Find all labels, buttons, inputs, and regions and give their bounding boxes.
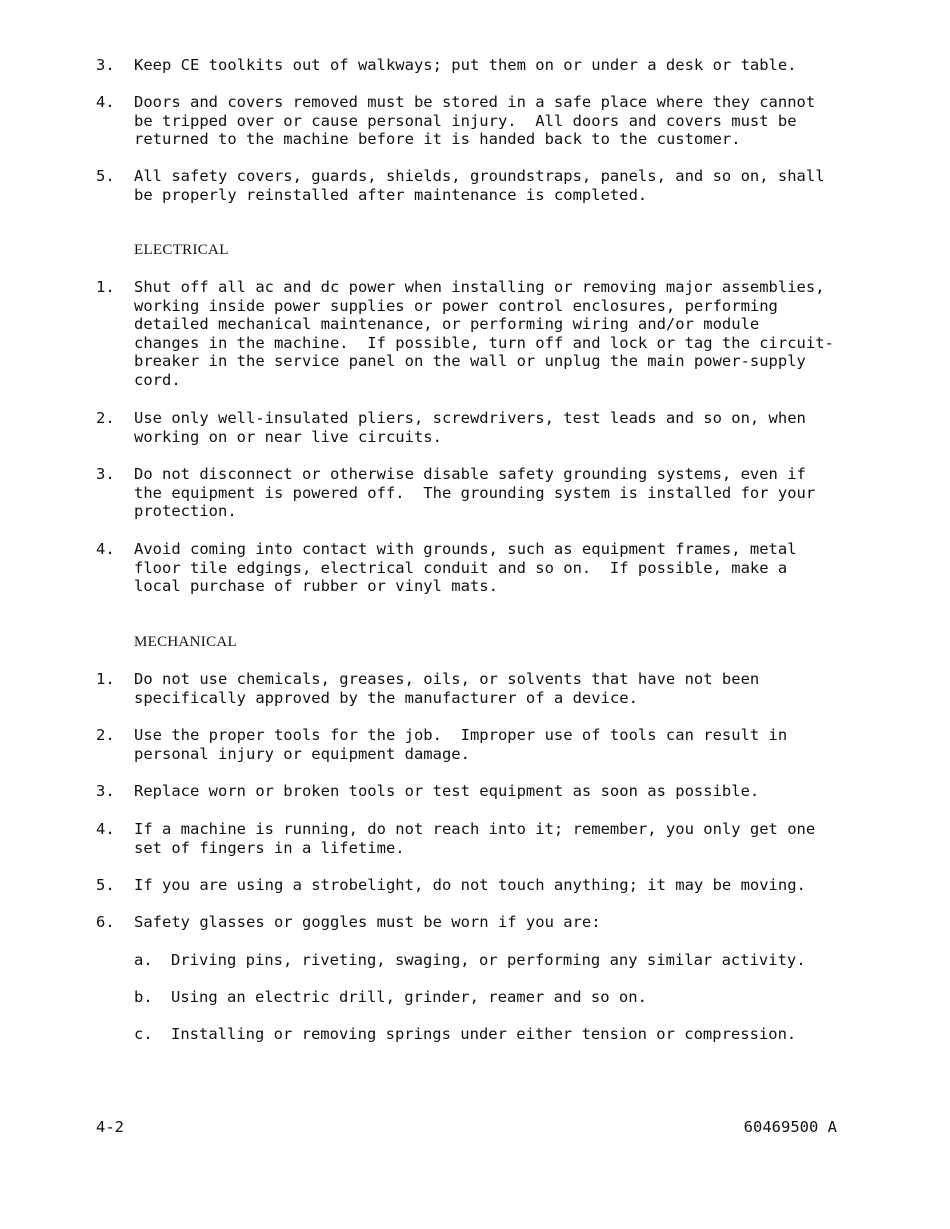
list-item-text: working on or near live circuits. — [134, 427, 442, 446]
list-item-text: Doors and covers removed must be stored in a safe place where they cannot — [134, 93, 816, 111]
sublist-letter: a. — [134, 951, 153, 969]
list-item-text: the equipment is powered off. The grounding system is installed for your — [134, 483, 816, 502]
sublist-letter: b. — [134, 988, 153, 1006]
page-number: 4-2 — [96, 1118, 124, 1136]
list-item-text: Keep CE toolkits out of walkways; put them on or under a desk or table. — [134, 56, 797, 74]
list-item-text: working inside power supplies or power control enclosures, performing — [134, 296, 778, 315]
list-number: 2. — [96, 409, 115, 427]
list-item-text: Use only well-insulated pliers, screwdrivers, test leads and so on, when — [134, 409, 806, 427]
list-item-text: protection. — [134, 502, 237, 521]
list-item-text: Use the proper tools for the job. Improper use of tools can result in — [134, 726, 788, 744]
section-heading-electrical: ELECTRICAL — [134, 242, 229, 258]
list-item-text: Do not use chemicals, greases, oils, or solvents that have not been — [134, 670, 760, 688]
document-number: 60469500 A — [743, 1118, 837, 1136]
list-number: 6. — [96, 913, 115, 931]
list-item-text: specifically approved by the manufacturer of a device. — [134, 688, 638, 707]
list-number: 3. — [96, 782, 115, 800]
list-item-text: All safety covers, guards, shields, groundstraps, panels, and so on, shall — [134, 167, 825, 185]
list-item-text: cord. — [134, 371, 181, 389]
list-number: 1. — [96, 278, 115, 296]
list-number: 3. — [96, 56, 115, 74]
list-item-text: personal injury or equipment damage. — [134, 744, 470, 763]
list-item-text: If you are using a strobelight, do not touch anything; it may be moving. — [134, 876, 806, 894]
list-item-text: Avoid coming into contact with grounds, such as equipment frames, metal — [134, 540, 797, 558]
list-item-text: be tripped over or cause personal injury. All doors and covers must be — [134, 111, 797, 130]
list-number: 3. — [96, 465, 115, 483]
list-item-text: breaker in the service panel on the wall or unplug the main power-supply — [134, 352, 806, 371]
list-item-text: changes in the machine. If possible, turn off and lock or tag the circuit- — [134, 333, 834, 352]
list-item-text: set of fingers in a lifetime. — [134, 838, 405, 857]
list-item-text: Do not disconnect or otherwise disable safety grounding systems, even if — [134, 465, 806, 483]
list-item-text: floor tile edgings, electrical conduit and so on. If possible, make a — [134, 558, 788, 577]
list-number: 5. — [96, 876, 115, 894]
list-number: 4. — [96, 540, 115, 558]
section-heading-mechanical: MECHANICAL — [134, 634, 237, 650]
list-item-text: returned to the machine before it is handed back to the customer. — [134, 130, 741, 149]
sublist-letter: c. — [134, 1025, 153, 1043]
list-item-text: If a machine is running, do not reach into it; remember, you only get one — [134, 820, 816, 838]
list-number: 5. — [96, 167, 115, 185]
list-item-text: Safety glasses or goggles must be worn if you are: — [134, 913, 601, 931]
sublist-item-text: Using an electric drill, grinder, reamer and so on. — [171, 988, 647, 1006]
sublist-item-text: Driving pins, riveting, swaging, or performing any similar activity. — [171, 951, 806, 969]
list-item-text: detailed mechanical maintenance, or performing wiring and/or module — [134, 315, 760, 334]
list-item-text: Shut off all ac and dc power when installing or removing major assemblies, — [134, 278, 825, 296]
sublist-item-text: Installing or removing springs under either tension or compression. — [171, 1025, 797, 1043]
list-number: 2. — [96, 726, 115, 744]
list-number: 4. — [96, 820, 115, 838]
list-number: 4. — [96, 93, 115, 111]
list-item-text: be properly reinstalled after maintenance is completed. — [134, 185, 648, 204]
list-item-text: local purchase of rubber or vinyl mats. — [134, 577, 498, 596]
list-number: 1. — [96, 670, 115, 688]
list-item-text: Replace worn or broken tools or test equipment as soon as possible. — [134, 782, 760, 800]
